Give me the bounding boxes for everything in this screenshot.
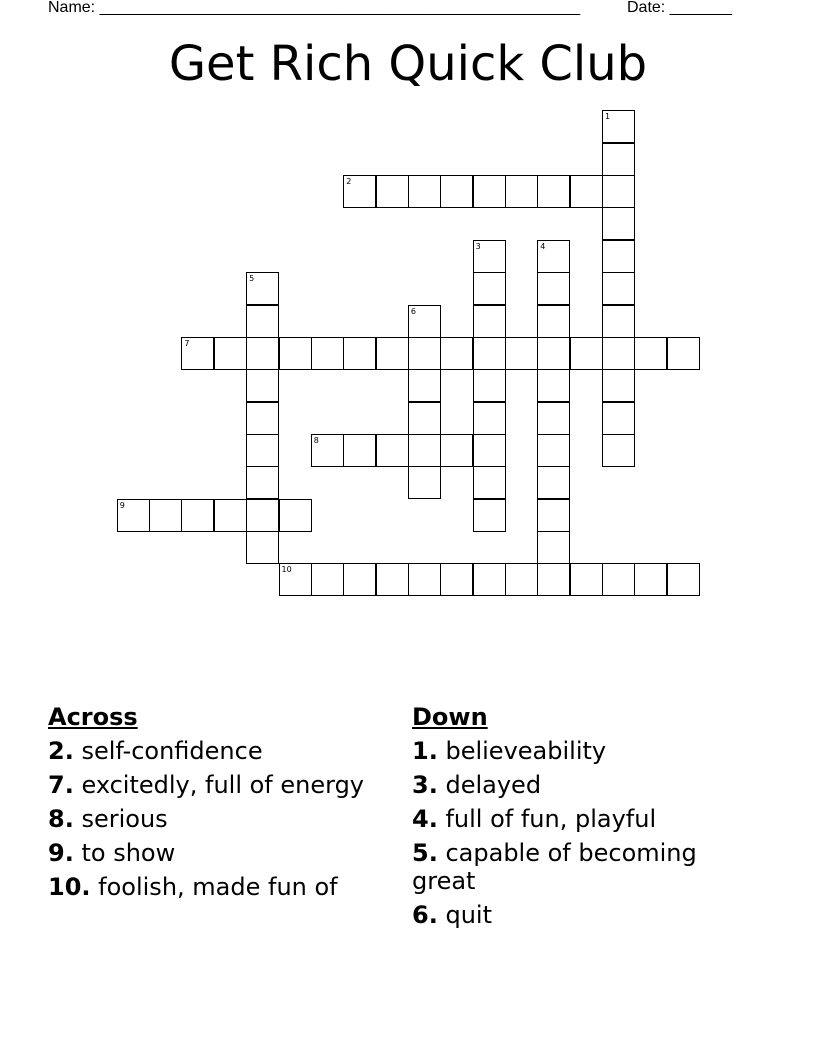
clue-number: 2.: [48, 737, 74, 765]
clue-text: serious: [81, 805, 168, 833]
grid-cell[interactable]: [602, 175, 635, 208]
grid-cell[interactable]: [246, 531, 279, 564]
grid-cell[interactable]: [537, 175, 570, 208]
grid-cell[interactable]: [376, 175, 409, 208]
clue-number-label: 7: [184, 338, 190, 348]
grid-cell[interactable]: [537, 499, 570, 532]
clue-text: believeability: [445, 737, 607, 765]
clue-number-label: 1: [605, 112, 611, 122]
grid-cell[interactable]: [343, 337, 376, 370]
grid-cell[interactable]: [634, 337, 667, 370]
across-clue: [48, 737, 378, 765]
clue-number-label: 8: [313, 435, 319, 445]
grid-cell[interactable]: [311, 337, 344, 370]
grid-cell[interactable]: [343, 434, 376, 467]
across-clue: [48, 805, 378, 833]
grid-cell[interactable]: [214, 337, 247, 370]
grid-cell[interactable]: [602, 143, 635, 176]
clue-number: 3.: [412, 771, 438, 799]
grid-cell[interactable]: [408, 563, 441, 596]
grid-cell[interactable]: [602, 563, 635, 596]
grid-cell[interactable]: [246, 369, 279, 402]
down-clues: [412, 703, 742, 935]
across-clue: [48, 771, 378, 799]
grid-cell[interactable]: [246, 466, 279, 499]
down-clue: [412, 737, 742, 765]
grid-cell[interactable]: [570, 563, 603, 596]
grid-cell[interactable]: [602, 369, 635, 402]
down-clue: [412, 901, 742, 929]
down-clue: [412, 839, 742, 895]
grid-cell[interactable]: [246, 337, 279, 370]
grid-cell[interactable]: [505, 175, 538, 208]
grid-cell[interactable]: [181, 499, 214, 532]
grid-cell[interactable]: [279, 563, 312, 596]
grid-cell[interactable]: [634, 563, 667, 596]
grid-cell[interactable]: [537, 240, 570, 273]
grid-cell[interactable]: [537, 434, 570, 467]
grid-cell[interactable]: [537, 337, 570, 370]
grid-cell[interactable]: [505, 563, 538, 596]
grid-cell[interactable]: [473, 240, 506, 273]
grid-cell[interactable]: [440, 563, 473, 596]
grid-cell[interactable]: [473, 434, 506, 467]
grid-cell[interactable]: [570, 337, 603, 370]
across-clues: [48, 703, 378, 907]
clue-number-label: 2: [346, 177, 352, 187]
grid-cell[interactable]: [246, 499, 279, 532]
down-heading: Down: [412, 703, 488, 731]
grid-cell[interactable]: [246, 434, 279, 467]
clue-text: delayed: [445, 771, 542, 799]
clue-number-label: 3: [475, 241, 481, 251]
down-clue: [412, 771, 742, 799]
grid-cell[interactable]: [537, 563, 570, 596]
grid-cell[interactable]: [473, 402, 506, 435]
clue-number-label: 5: [249, 274, 255, 284]
grid-cell[interactable]: [602, 305, 635, 338]
grid-cell[interactable]: [505, 337, 538, 370]
clue-number: 1.: [412, 737, 438, 765]
clue-number: 8.: [48, 805, 74, 833]
grid-cell[interactable]: [537, 272, 570, 305]
clue-text: full of fun, playful: [445, 805, 657, 833]
grid-cell[interactable]: [473, 563, 506, 596]
grid-cell[interactable]: [473, 272, 506, 305]
grid-cell[interactable]: [473, 337, 506, 370]
date-field-label: Date: _______: [627, 0, 732, 16]
across-clue: [48, 873, 378, 901]
grid-cell[interactable]: [376, 563, 409, 596]
clue-number-label: 4: [540, 241, 546, 251]
grid-cell[interactable]: [408, 402, 441, 435]
clue-number-label: 10: [281, 565, 292, 575]
clue-text: to show: [81, 839, 176, 867]
clue-text: self-confidence: [81, 737, 263, 765]
grid-cell[interactable]: [440, 434, 473, 467]
grid-cell[interactable]: [602, 434, 635, 467]
grid-cell[interactable]: [279, 337, 312, 370]
grid-cell[interactable]: [408, 434, 441, 467]
down-clue: [412, 805, 742, 833]
grid-cell[interactable]: [408, 305, 441, 338]
clue-text: quit: [445, 901, 492, 929]
grid-cell[interactable]: [279, 499, 312, 532]
clue-number: 5.: [412, 839, 438, 867]
grid-cell[interactable]: [537, 402, 570, 435]
grid-cell[interactable]: [537, 305, 570, 338]
grid-cell[interactable]: [376, 434, 409, 467]
grid-cell[interactable]: [602, 337, 635, 370]
grid-cell[interactable]: [311, 434, 344, 467]
clue-number: 6.: [412, 901, 438, 929]
across-clue: [48, 839, 378, 867]
grid-cell[interactable]: [246, 402, 279, 435]
grid-cell[interactable]: [537, 466, 570, 499]
grid-cell[interactable]: [343, 563, 376, 596]
grid-cell[interactable]: [473, 499, 506, 532]
grid-cell[interactable]: [473, 369, 506, 402]
clue-number-label: 6: [410, 306, 416, 316]
grid-cell[interactable]: [311, 563, 344, 596]
grid-cell[interactable]: [214, 499, 247, 532]
grid-cell[interactable]: [602, 240, 635, 273]
grid-cell[interactable]: [537, 531, 570, 564]
clue-number-label: 9: [119, 500, 125, 510]
grid-cell[interactable]: [246, 305, 279, 338]
grid-cell[interactable]: [149, 499, 182, 532]
grid-cell[interactable]: [667, 563, 700, 596]
grid-cell[interactable]: [473, 175, 506, 208]
name-field-label: Name: ______________________________________________________: [48, 0, 581, 16]
grid-cell[interactable]: [408, 175, 441, 208]
clue-text: foolish, made fun of: [98, 873, 338, 901]
grid-cell[interactable]: [602, 110, 635, 143]
grid-cell[interactable]: [602, 207, 635, 240]
grid-cell[interactable]: [408, 466, 441, 499]
puzzle-title: Get Rich Quick Club: [168, 36, 648, 92]
grid-cell[interactable]: [246, 272, 279, 305]
grid-cell[interactable]: [473, 305, 506, 338]
clue-number: 9.: [48, 839, 74, 867]
clue-number: 10.: [48, 873, 91, 901]
grid-cell[interactable]: [376, 337, 409, 370]
grid-cell[interactable]: [440, 337, 473, 370]
grid-cell[interactable]: [408, 337, 441, 370]
grid-cell[interactable]: [602, 402, 635, 435]
clue-number: 4.: [412, 805, 438, 833]
grid-cell[interactable]: [602, 272, 635, 305]
grid-cell[interactable]: [537, 369, 570, 402]
across-heading: Across: [48, 703, 138, 731]
clue-text: excitedly, full of energy: [81, 771, 365, 799]
grid-cell[interactable]: [667, 337, 700, 370]
grid-cell[interactable]: [117, 499, 150, 532]
grid-cell[interactable]: [343, 175, 376, 208]
grid-cell[interactable]: [181, 337, 214, 370]
clue-number: 7.: [48, 771, 74, 799]
grid-cell[interactable]: [440, 175, 473, 208]
grid-cell[interactable]: [408, 369, 441, 402]
clue-text: capable of becoming great: [412, 839, 697, 895]
grid-cell[interactable]: [473, 466, 506, 499]
grid-cell[interactable]: [570, 175, 603, 208]
